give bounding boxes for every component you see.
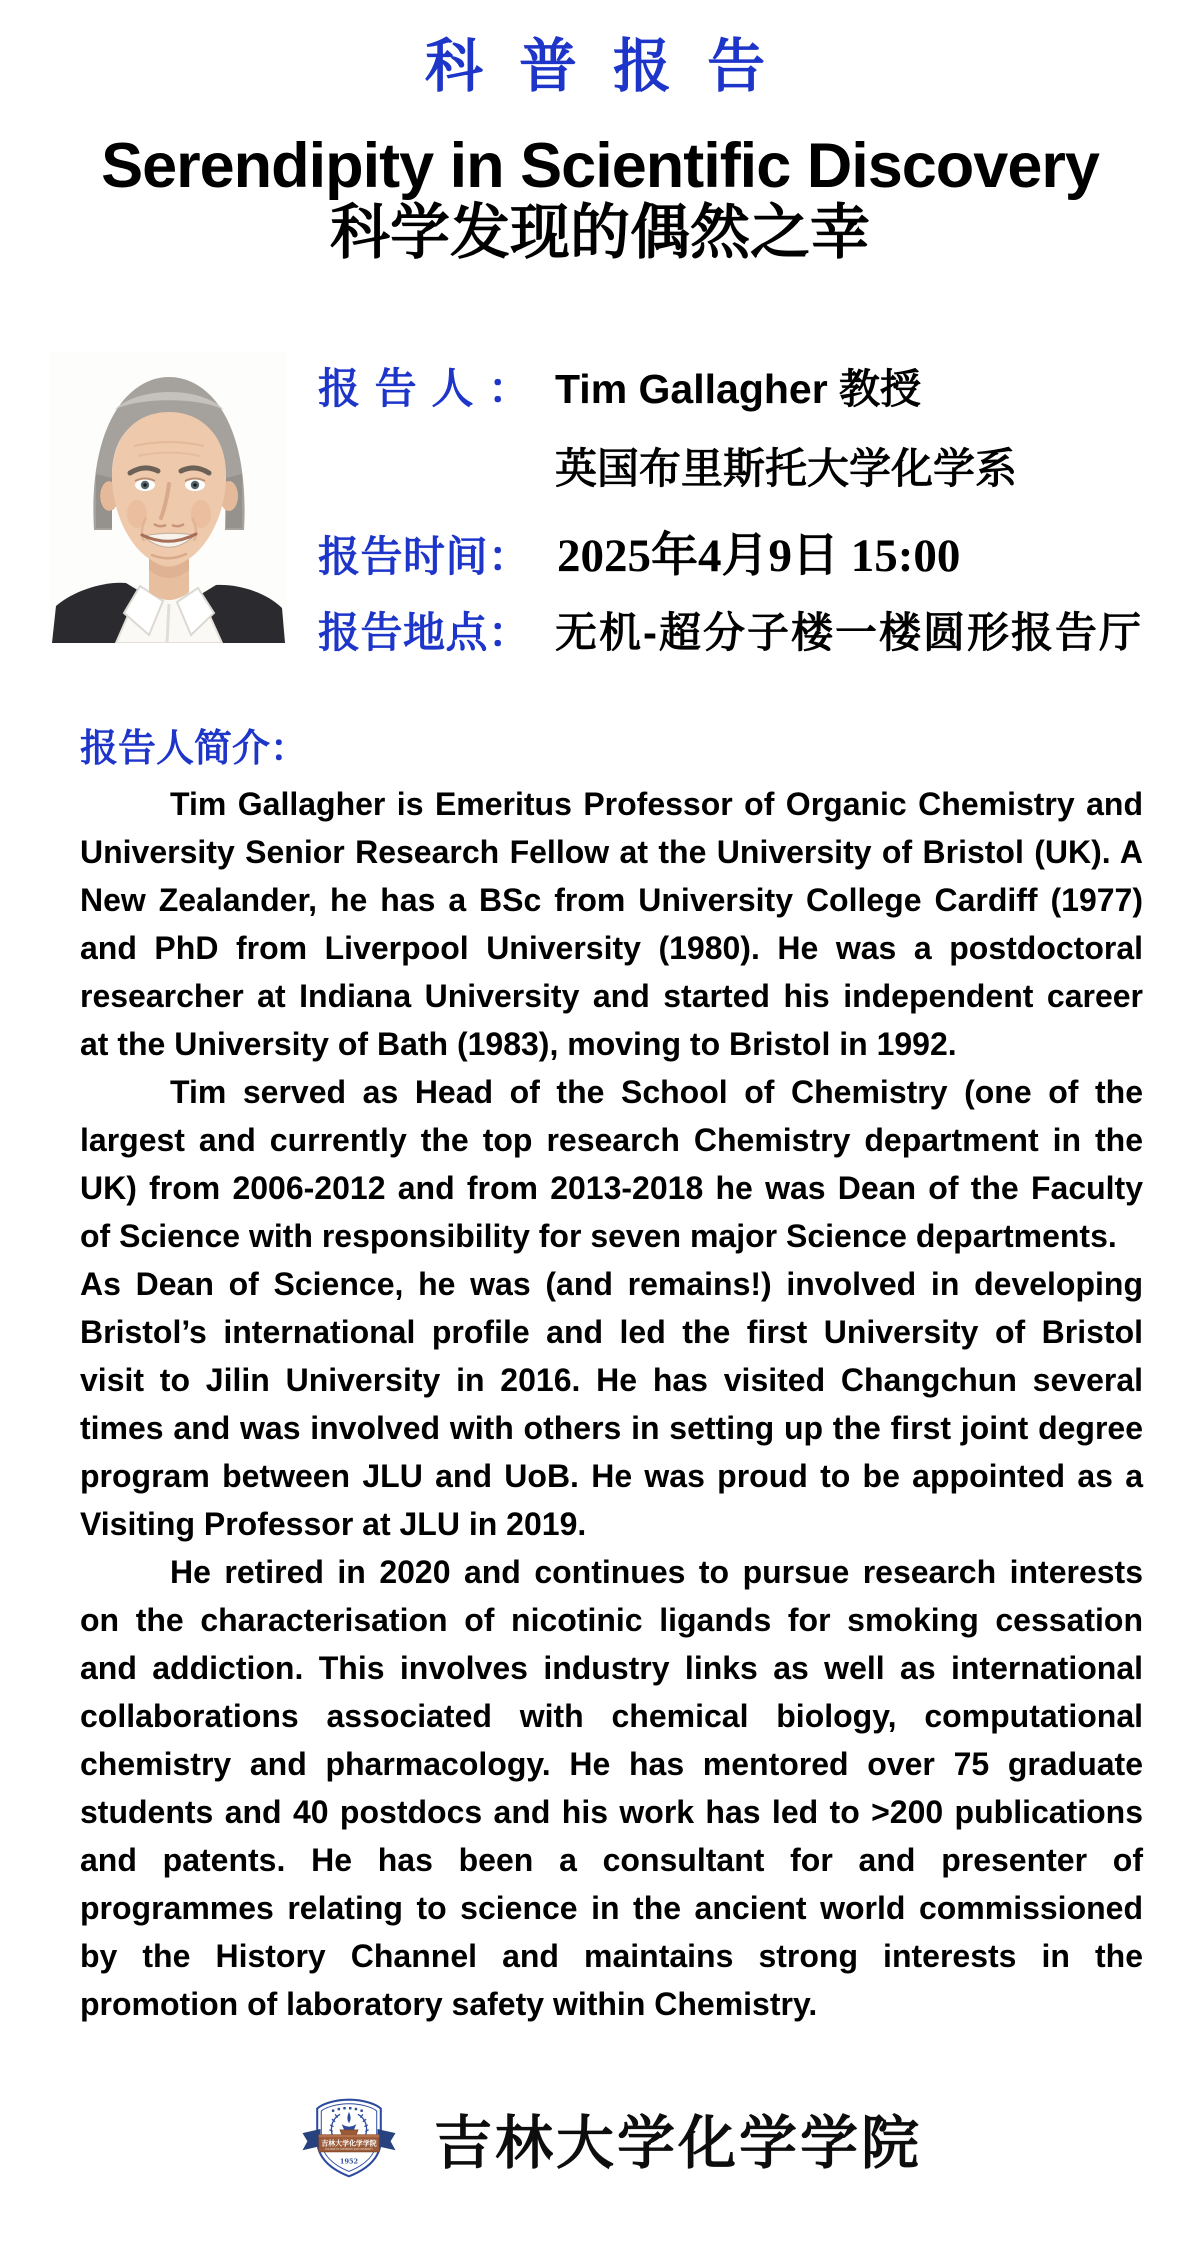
ribbon-text: 吉林大学化学学院 [321, 2139, 377, 2148]
speaker-label: 报告人： [318, 365, 530, 412]
lecture-title-cn: 科学发现的偶然之幸 [330, 199, 870, 266]
ribbon-subtext: COLLEGE OF CHEMISTRY JILIN UNIVERSITY [325, 2148, 373, 2152]
college-emblem-logo [296, 2096, 402, 2180]
banner-title: 科 普 报 告 [424, 34, 776, 99]
founding-year: 1952 [339, 2157, 359, 2166]
time-label: 报告时间： [318, 533, 530, 580]
bio-paragraph-2: Tim served as Head of the School of Chemistry (one of the largest and currently the top research Chemistry department in the UK) from 2006-2012 and from 2013-2018 he was Dean of the Faculty of Science with responsibility for seven major Science departments. [80, 1074, 1143, 1254]
speaker-photo [50, 352, 287, 643]
bio-heading: 报告人简介： [80, 728, 309, 770]
bio-paragraph-1: Tim Gallagher is Emeritus Professor of Organic Chemistry and University Senior Research Fellow at the University of Bristol (UK). A New Zealander, he has a BSc from University College Cardiff (1977) and PhD from Liverpool University (1980). He was a postdoctoral researcher at Indiana University and started his independent career at the University of Bath (1983), moving to Bristol in 1992. [80, 786, 1143, 1062]
speaker-name: Tim Gallagher 教授 [555, 366, 922, 412]
info-row-speaker [318, 356, 921, 416]
bio-section [80, 726, 1143, 2028]
time-value: 2025年4月9日 15:00 [557, 530, 961, 582]
speaker-portrait-illustration [50, 352, 287, 643]
lecture-title-en: Serendipity in Scientific Discovery [101, 131, 1099, 201]
info-row-affiliation [555, 436, 1017, 496]
info-row-venue [318, 600, 1143, 660]
org-name-calligraphy: 吉林大学化学学院 [433, 2109, 922, 2177]
bio-paragraph-4: He retired in 2020 and continues to pursue research interests on the characterisation of nicotinic ligands for smoking cessation and addiction. This involves industry links as well as international collaborations associated with chemical biology, computational chemistry and pharmacology. He has mentored over 75 graduate students and 40 postdocs and his work has led to >200 publications and patents. He has been a consultant for and presenter of programmes relating to science in the ancient world commissioned by the History Channel and maintains strong interests in the promotion of laboratory safety within Chemistry. [80, 1554, 1143, 2022]
footer [0, 2088, 1200, 2188]
venue-value: 无机-超分子楼一楼圆形报告厅 [555, 609, 1143, 656]
bio-paragraph-3: As Dean of Science, he was (and remains!) involved in developing Bristol’s international profile and led the first University of Bristol visit to Jilin University in 2016. He has visited Changchun several times and was involved with others in setting up the first joint degree program between JLU and UoB. He was proud to be appointed as a Visiting Professor at JLU in 2019. [80, 1266, 1143, 1542]
info-row-time [318, 518, 960, 585]
venue-label: 报告地点： [318, 609, 530, 656]
speaker-affiliation: 英国布里斯托大学化学系 [555, 445, 1018, 492]
